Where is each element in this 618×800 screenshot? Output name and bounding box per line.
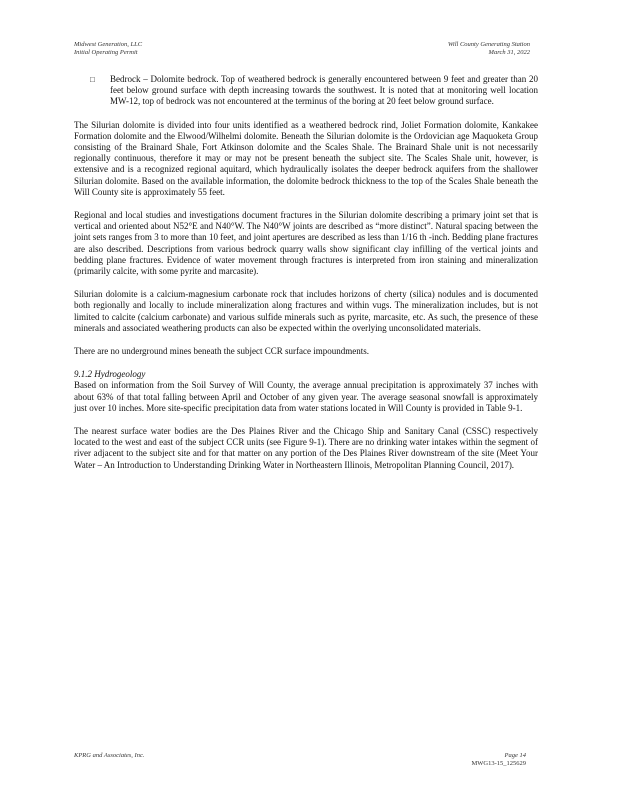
checkbox-bullet-icon: □: [90, 75, 95, 84]
footer-firm: KPRG and Associates, Inc.: [74, 752, 145, 759]
header-left: [74, 41, 142, 57]
bedrock-bullet: [74, 74, 538, 108]
paragraph-precipitation: Based on information from the Soil Survey of Will County, the average annual precipitation is approximately 37 inches with about 63% of that total falling between April and October of any given year. The average seasonal snowfall is approximately just over 10 inches. More site-specific precipitation data from water stations located in Will County is provided in Table 9-1.: [74, 380, 538, 413]
section-title-hydrogeology: 9.1.2 Hydrogeology: [74, 369, 146, 380]
body-text: [74, 74, 538, 483]
paragraph-fractures: Regional and local studies and investigations document fractures in the Silurian dolomite describing a primary joint set that is vertical and oriented about N52°E and N40°W. The N40°W joints are described as “more distinct”. Natural spacing between the joint sets ranges from 3 to more than 10 feet, and joint apertures are described as less than 1/16 th -inch. Bedding plane fractures are also described. Descriptions from various bedrock quarry walls show significant clay infilling of the vertical joints and bedding plane fractures. Evidence of water movement through fractures is interpreted from iron staining and mineralization (primarily calcite, with some pyrite and marcasite).: [74, 210, 538, 277]
paragraph-surface-water: The nearest surface water bodies are the Des Plaines River and the Chicago Ship and Sanitary Canal (CSSC) respectively located to the west and east of the subject CCR units (see Figure 9-1). There are no drinking water intakes within the segment of river adjacent to the subject site and for that matter on any portion of the Des Plaines River downstream of the site (Meet Your Water – An Introduction to Understanding Drinking Water in Northeastern Illinois, Metropolitan Planning Council, 2017).: [74, 426, 538, 470]
header-right: [448, 41, 530, 57]
paragraph-mines: There are no underground mines beneath the subject CCR surface impoundments.: [74, 346, 370, 357]
paragraph-mineralization: Silurian dolomite is a calcium-magnesium carbonate rock that includes horizons of cherty (silica) nodules and is documented both regionally and locally to include mineralization along fractures and within vugs. The mineralization includes, but is not limited to calcite (calcium carbonate) and various sulfide minerals such as pyrite, marcasite, etc. As such, the presence of these minerals and associated weathering products can also be expected within the overlying unconsolidated materials.: [74, 289, 538, 333]
footer-right: [471, 752, 526, 768]
header-station: Will County Generating Station: [447, 41, 530, 48]
footer-doc-id: MWG13-15_125629: [471, 760, 526, 767]
footer-page-number: Page 14: [504, 752, 526, 759]
header-permit: Initial Operating Permit: [74, 49, 138, 56]
bullet-text: Bedrock – Dolomite bedrock. Top of weathered bedrock is generally encountered between 9 feet and greater than 20 feet below ground surface with depth increasing towards the southwest. It is noted that at monitoring well location MW-12, top of bedrock was not encountered at the terminus of the boring at 20 feet below ground surface.: [110, 74, 538, 107]
header-date: March 31, 2022: [488, 49, 530, 56]
paragraph-silurian-units: The Silurian dolomite is divided into four units identified as a weathered bedrock rind, Joliet Formation dolomite, Kankakee Formation dolomite and the Elwood/Wilhelmi dolomite. Beneath the Silurian dolomite is the Ordovician age Maquoketa Group consisting of the Brainard Shale, Fort Atkinson dolomite and the Scales Shale. The Brainard Shale unit is not necessarily regionally continuous, therefore it may or may not be present beneath the subject site. The Scales Shale unit, however, is extensive and is a recognized regional aquitard, which hydraulically isolates the deeper bedrock aquifers from the shallower Silurian dolomite. Based on the available information, the dolomite bedrock thickness to the top of the Scales Shale beneath the Will County site is approximately 55 feet.: [74, 119, 538, 197]
header-company: Midwest Generation, LLC: [74, 41, 143, 48]
